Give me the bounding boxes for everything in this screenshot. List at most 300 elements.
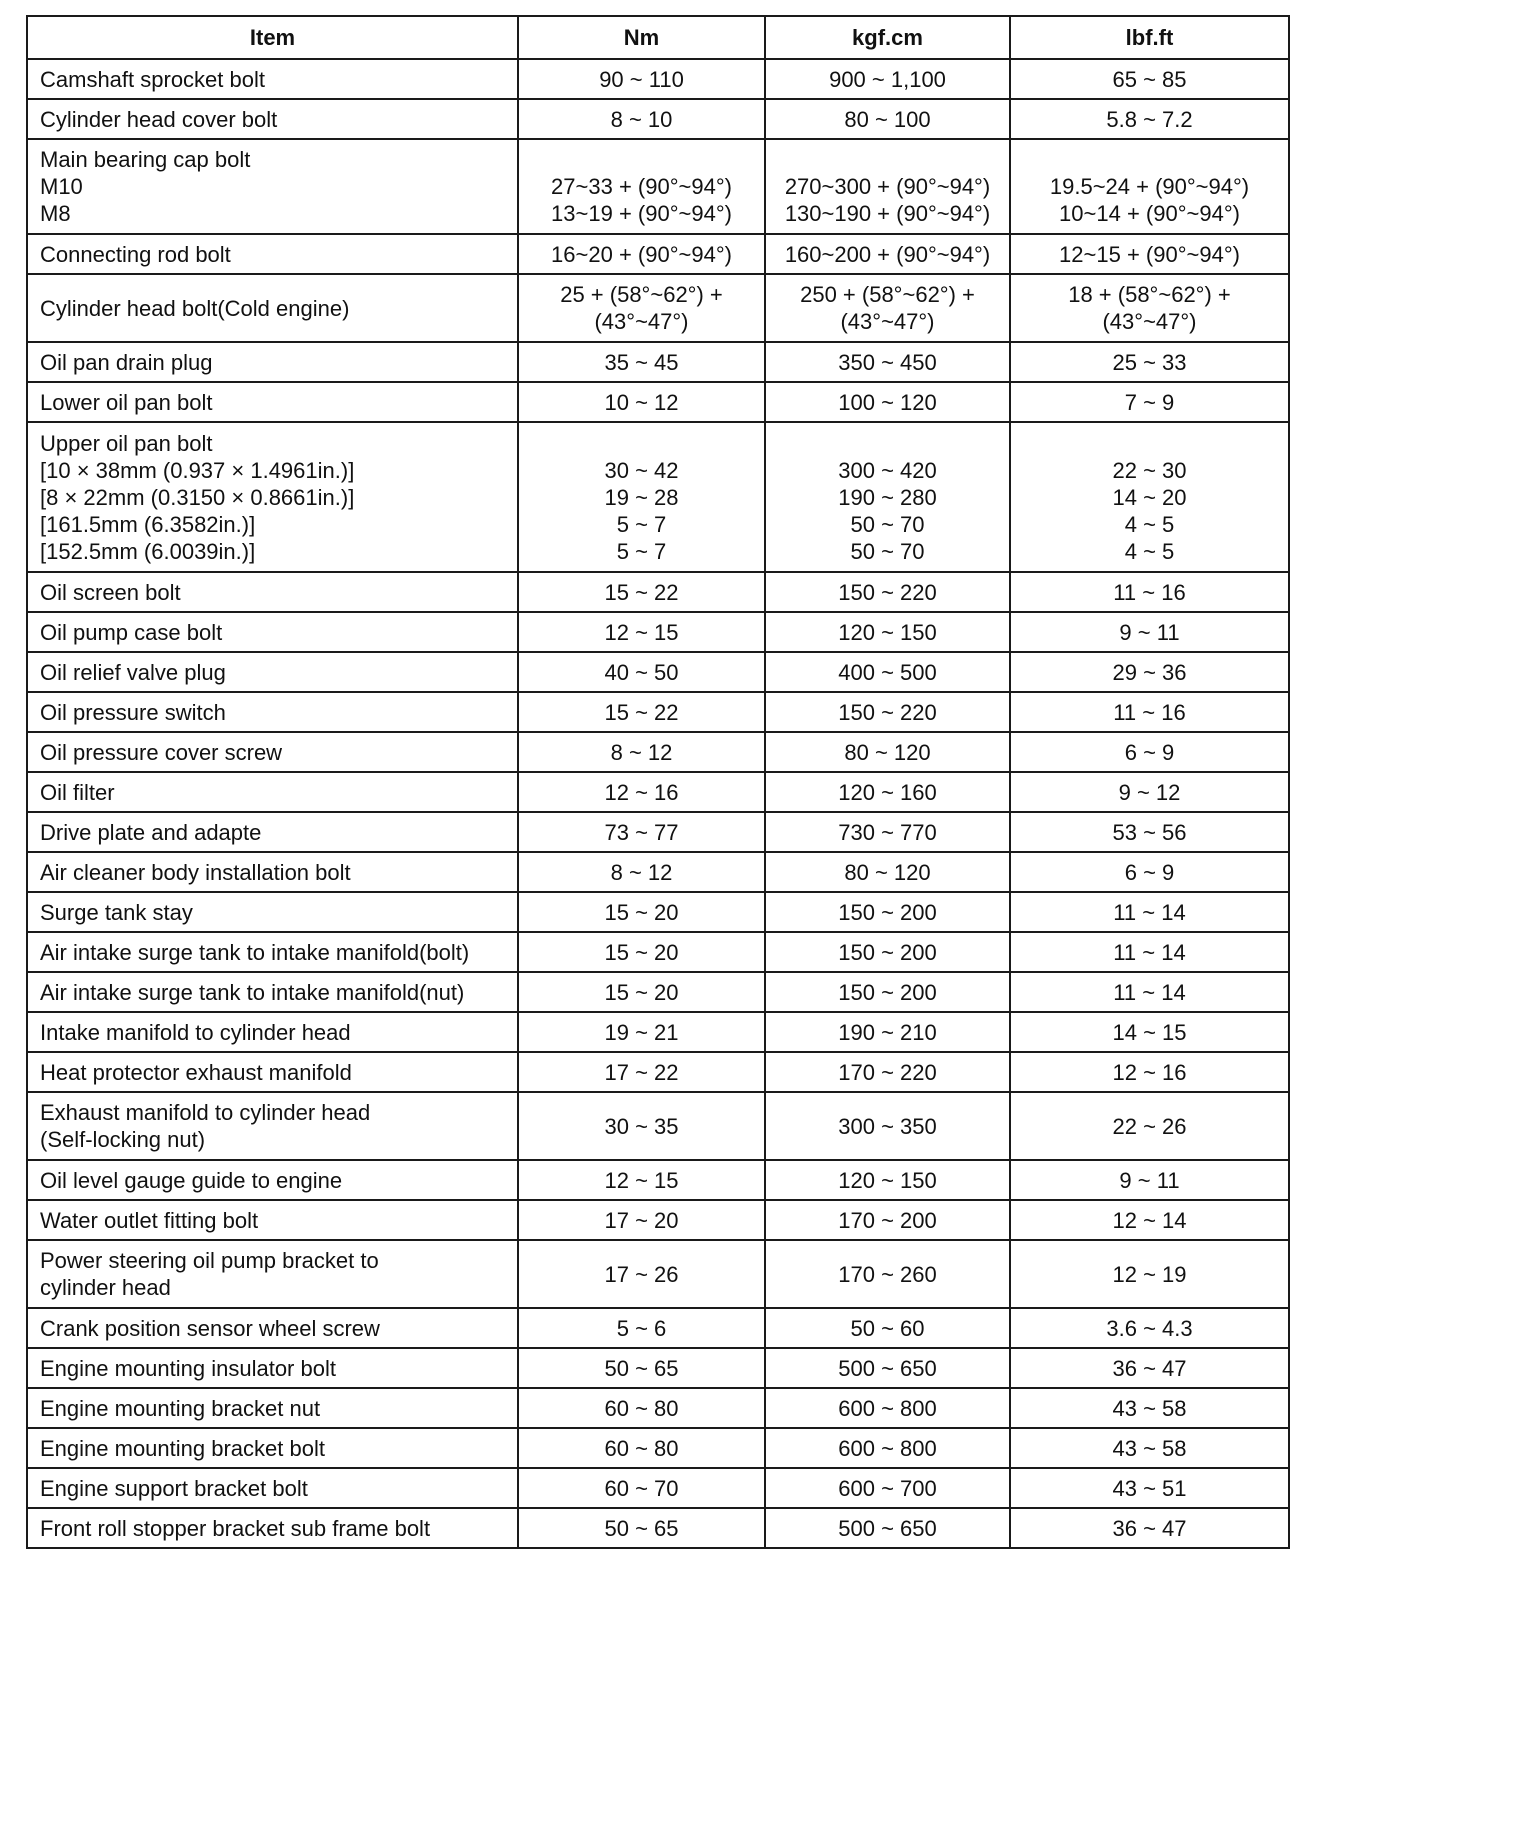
cell-lbf-ft [1010, 1348, 1289, 1388]
cell-kgf-cm-line: 50 ~ 70 [850, 511, 925, 537]
cell-lbf-ft [1010, 1388, 1289, 1428]
cell-item-line: Oil pressure cover screw [40, 739, 283, 765]
cell-item-line: Lower oil pan bolt [40, 389, 213, 415]
cell-nm [518, 772, 765, 812]
cell-kgf-cm-line: 300 ~ 350 [838, 1113, 937, 1139]
cell-lbf-ft [1010, 1508, 1289, 1548]
cell-nm-line: 35 ~ 45 [604, 349, 679, 375]
cell-lbf-ft [1010, 852, 1289, 892]
cell-kgf-cm-line: 150 ~ 220 [838, 699, 937, 725]
cell-nm [518, 342, 765, 382]
cell-kgf-cm-line: 130~190 + (90°~94°) [784, 201, 991, 226]
cell-lbf-ft-line: 11 ~ 16 [1113, 579, 1186, 605]
cell-item [27, 99, 518, 139]
cell-lbf-ft [1010, 422, 1289, 572]
cell-kgf-cm [765, 812, 1010, 852]
cell-lbf-ft [1010, 612, 1289, 652]
cell-kgf-cm-line: 250 + (58°~62°) + [800, 282, 975, 307]
cell-item-line: Oil level gauge guide to engine [40, 1167, 343, 1193]
cell-item [27, 772, 518, 812]
cell-item-line: Connecting rod bolt [40, 241, 231, 267]
cell-nm [518, 1160, 765, 1200]
cell-nm [518, 612, 765, 652]
cell-kgf-cm [765, 932, 1010, 972]
cell-item [27, 59, 518, 99]
cell-lbf-ft-line: 65 ~ 85 [1112, 66, 1187, 92]
cell-lbf-ft [1010, 1012, 1289, 1052]
table-row [27, 382, 1289, 422]
cell-lbf-ft-line: 12 ~ 16 [1112, 1059, 1187, 1085]
cell-nm [518, 1348, 765, 1388]
cell-item [27, 1388, 518, 1428]
cell-kgf-cm-line: 600 ~ 800 [838, 1395, 937, 1421]
cell-nm-line: 40 ~ 50 [604, 659, 679, 685]
cell-kgf-cm-line: 270~300 + (90°~94°) [784, 174, 991, 199]
cell-kgf-cm-line: 730 ~ 770 [838, 819, 937, 845]
cell-kgf-cm-line: 160~200 + (90°~94°) [784, 241, 991, 267]
cell-lbf-ft-line: 7 ~ 9 [1124, 389, 1175, 415]
table-row [27, 972, 1289, 1012]
cell-nm-line: 17 ~ 26 [604, 1261, 679, 1287]
table-row [27, 732, 1289, 772]
cell-item [27, 892, 518, 932]
cell-nm-line: 12 ~ 15 [604, 619, 679, 645]
cell-lbf-ft [1010, 692, 1289, 732]
cell-kgf-cm [765, 652, 1010, 692]
cell-kgf-cm-line: 120 ~ 150 [838, 619, 937, 645]
cell-lbf-ft-line: 36 ~ 47 [1112, 1355, 1187, 1381]
cell-lbf-ft-line: 4 ~ 5 [1124, 511, 1175, 537]
cell-nm-line: 8 ~ 12 [610, 739, 673, 765]
cell-nm-line: 17 ~ 20 [604, 1207, 679, 1233]
cell-lbf-ft-line: 9 ~ 12 [1118, 779, 1181, 805]
cell-lbf-ft-line [1011, 146, 1288, 173]
header-row [27, 16, 1289, 59]
cell-lbf-ft-line: 43 ~ 51 [1112, 1475, 1187, 1501]
table-row [27, 652, 1289, 692]
cell-lbf-ft [1010, 1308, 1289, 1348]
cell-kgf-cm [765, 342, 1010, 382]
cell-item-line: cylinder head [40, 1275, 171, 1300]
cell-item-line: Oil pump case bolt [40, 619, 223, 645]
cell-item-line: Oil pressure switch [40, 699, 226, 725]
cell-nm-line: 16~20 + (90°~94°) [551, 241, 732, 267]
cell-lbf-ft [1010, 652, 1289, 692]
cell-item [27, 812, 518, 852]
cell-nm [518, 1428, 765, 1468]
cell-lbf-ft [1010, 139, 1289, 234]
cell-kgf-cm-line: 900 ~ 1,100 [829, 66, 946, 92]
cell-nm-line: 8 ~ 12 [610, 859, 673, 885]
cell-kgf-cm [765, 1388, 1010, 1428]
cell-kgf-cm-line: 350 ~ 450 [838, 349, 937, 375]
cell-item-line: Crank position sensor wheel screw [40, 1315, 380, 1341]
cell-kgf-cm [765, 1200, 1010, 1240]
cell-nm [518, 382, 765, 422]
cell-nm [518, 1012, 765, 1052]
table-row [27, 1388, 1289, 1428]
cell-lbf-ft-line: 29 ~ 36 [1112, 659, 1187, 685]
table-row [27, 59, 1289, 99]
cell-item-line: Water outlet fitting bolt [40, 1207, 259, 1233]
cell-kgf-cm-line: 150 ~ 220 [838, 579, 937, 605]
table-row [27, 139, 1289, 234]
cell-nm-line: 8 ~ 10 [610, 106, 673, 132]
cell-item [27, 1348, 518, 1388]
cell-lbf-ft-line: 22 ~ 30 [1112, 457, 1187, 483]
cell-item-line: [152.5mm (6.0039in.)] [40, 538, 256, 564]
cell-item-line: M8 [40, 201, 71, 226]
cell-item-line: Front roll stopper bracket sub frame bolt [40, 1515, 431, 1541]
cell-nm [518, 422, 765, 572]
cell-lbf-ft-line: 4 ~ 5 [1124, 538, 1175, 564]
cell-kgf-cm-line: 170 ~ 260 [838, 1261, 937, 1287]
cell-kgf-cm [765, 972, 1010, 1012]
cell-lbf-ft-line [1011, 430, 1288, 457]
cell-nm-line: 5 ~ 7 [616, 538, 667, 564]
table-row [27, 852, 1289, 892]
cell-lbf-ft-line: 6 ~ 9 [1124, 739, 1175, 765]
cell-lbf-ft-line: 43 ~ 58 [1112, 1435, 1187, 1461]
cell-item [27, 274, 518, 342]
cell-nm-line: 15 ~ 20 [604, 899, 679, 925]
cell-lbf-ft-line: 25 ~ 33 [1112, 349, 1187, 375]
table-row [27, 1348, 1289, 1388]
cell-item [27, 1468, 518, 1508]
cell-lbf-ft-line: 11 ~ 14 [1113, 939, 1186, 965]
cell-nm-line: 73 ~ 77 [604, 819, 679, 845]
cell-kgf-cm [765, 99, 1010, 139]
cell-lbf-ft-line: 9 ~ 11 [1119, 619, 1180, 645]
cell-item-line: Power steering oil pump bracket to [40, 1248, 379, 1273]
cell-nm [518, 59, 765, 99]
cell-item [27, 1200, 518, 1240]
cell-item [27, 932, 518, 972]
cell-nm-line: 50 ~ 65 [604, 1355, 679, 1381]
column-header-kgf-cm: kgf.cm [765, 16, 1010, 59]
cell-nm-line: (43°~47°) [594, 309, 689, 334]
table-row [27, 342, 1289, 382]
cell-kgf-cm-line: 150 ~ 200 [838, 939, 937, 965]
table-row [27, 572, 1289, 612]
cell-item [27, 382, 518, 422]
cell-lbf-ft-line: 3.6 ~ 4.3 [1106, 1315, 1193, 1341]
cell-lbf-ft [1010, 1240, 1289, 1308]
cell-lbf-ft [1010, 892, 1289, 932]
table-row [27, 99, 1289, 139]
cell-nm [518, 1468, 765, 1508]
cell-kgf-cm-line: 80 ~ 120 [844, 859, 931, 885]
cell-kgf-cm [765, 382, 1010, 422]
cell-lbf-ft [1010, 1092, 1289, 1160]
cell-lbf-ft [1010, 972, 1289, 1012]
cell-kgf-cm [765, 1508, 1010, 1548]
cell-nm [518, 234, 765, 274]
cell-nm [518, 932, 765, 972]
cell-item-line: Cylinder head cover bolt [40, 106, 278, 132]
cell-item-line: Heat protector exhaust manifold [40, 1059, 352, 1085]
cell-kgf-cm [765, 1348, 1010, 1388]
cell-nm-line: 12 ~ 15 [604, 1167, 679, 1193]
cell-item [27, 1160, 518, 1200]
cell-item [27, 139, 518, 234]
cell-kgf-cm-line: 600 ~ 800 [838, 1435, 937, 1461]
table-row [27, 932, 1289, 972]
cell-lbf-ft [1010, 1200, 1289, 1240]
cell-nm [518, 1092, 765, 1160]
cell-lbf-ft [1010, 342, 1289, 382]
cell-lbf-ft-line: 36 ~ 47 [1112, 1515, 1187, 1541]
cell-nm-line [519, 430, 764, 457]
cell-kgf-cm [765, 1428, 1010, 1468]
cell-item-line: Engine mounting bracket nut [40, 1395, 321, 1421]
cell-nm-line: 19 ~ 28 [604, 484, 679, 510]
cell-nm [518, 812, 765, 852]
cell-item [27, 852, 518, 892]
table-body [27, 59, 1289, 1548]
cell-nm [518, 274, 765, 342]
cell-lbf-ft [1010, 812, 1289, 852]
column-header-lbf-ft: lbf.ft [1010, 16, 1289, 59]
cell-lbf-ft-line: 10~14 + (90°~94°) [1059, 201, 1240, 226]
cell-nm-line: 60 ~ 80 [604, 1435, 679, 1461]
cell-lbf-ft [1010, 932, 1289, 972]
cell-kgf-cm [765, 692, 1010, 732]
cell-kgf-cm-line: 120 ~ 160 [838, 779, 937, 805]
cell-kgf-cm [765, 139, 1010, 234]
cell-kgf-cm-line [766, 430, 1009, 457]
cell-item-line: Main bearing cap bolt [40, 147, 251, 172]
cell-kgf-cm [765, 59, 1010, 99]
cell-kgf-cm [765, 612, 1010, 652]
cell-lbf-ft-line: 53 ~ 56 [1112, 819, 1187, 845]
cell-item [27, 972, 518, 1012]
cell-nm-line: 60 ~ 80 [604, 1395, 679, 1421]
cell-item-line: Drive plate and adapte [40, 819, 262, 845]
cell-item-line: [161.5mm (6.3582in.)] [40, 511, 256, 537]
table-row [27, 1092, 1289, 1160]
cell-nm-line: 19 ~ 21 [604, 1019, 679, 1045]
cell-lbf-ft-line: 11 ~ 14 [1113, 899, 1186, 925]
cell-nm-line: 5 ~ 7 [616, 511, 667, 537]
cell-nm-line: 15 ~ 20 [604, 979, 679, 1005]
cell-item-line: Oil relief valve plug [40, 659, 226, 685]
cell-item-line: Oil filter [40, 779, 115, 805]
table-row [27, 234, 1289, 274]
cell-kgf-cm-line [766, 146, 1009, 173]
cell-lbf-ft-line: 19.5~24 + (90°~94°) [1049, 174, 1250, 199]
cell-lbf-ft-line: 22 ~ 26 [1112, 1113, 1187, 1139]
cell-lbf-ft-line: 14 ~ 15 [1112, 1019, 1187, 1045]
cell-nm-line: 90 ~ 110 [599, 66, 684, 92]
cell-nm [518, 1508, 765, 1548]
table-row [27, 812, 1289, 852]
cell-item [27, 1240, 518, 1308]
cell-nm [518, 1240, 765, 1308]
cell-lbf-ft [1010, 59, 1289, 99]
cell-kgf-cm-line: 120 ~ 150 [838, 1167, 937, 1193]
cell-item-line: Camshaft sprocket bolt [40, 66, 265, 92]
cell-item-line: Air intake surge tank to intake manifold(nut) [40, 979, 465, 1005]
cell-kgf-cm-line: 500 ~ 650 [838, 1355, 937, 1381]
cell-item [27, 652, 518, 692]
cell-item [27, 572, 518, 612]
table-row [27, 612, 1289, 652]
cell-item [27, 234, 518, 274]
cell-nm-line: 15 ~ 22 [604, 699, 679, 725]
cell-item [27, 342, 518, 382]
cell-item-line: Intake manifold to cylinder head [40, 1019, 351, 1045]
table-row [27, 1508, 1289, 1548]
cell-lbf-ft [1010, 99, 1289, 139]
table-row [27, 1200, 1289, 1240]
cell-kgf-cm [765, 892, 1010, 932]
column-header-nm: Nm [518, 16, 765, 59]
table-row [27, 1428, 1289, 1468]
cell-nm [518, 1052, 765, 1092]
cell-lbf-ft-line: 11 ~ 16 [1113, 699, 1186, 725]
table-row [27, 1012, 1289, 1052]
cell-kgf-cm [765, 1468, 1010, 1508]
cell-lbf-ft-line: (43°~47°) [1102, 309, 1197, 334]
cell-kgf-cm-line: 190 ~ 280 [838, 484, 937, 510]
cell-kgf-cm-line: 170 ~ 200 [838, 1207, 937, 1233]
cell-lbf-ft-line: 6 ~ 9 [1124, 859, 1175, 885]
cell-nm-line: 30 ~ 35 [604, 1113, 679, 1139]
table-row [27, 1240, 1289, 1308]
cell-item-line: Cylinder head bolt(Cold engine) [40, 295, 350, 321]
cell-kgf-cm-line: 100 ~ 120 [838, 389, 937, 415]
cell-kgf-cm [765, 772, 1010, 812]
cell-kgf-cm [765, 852, 1010, 892]
cell-kgf-cm-line: 500 ~ 650 [838, 1515, 937, 1541]
cell-kgf-cm [765, 1160, 1010, 1200]
cell-nm-line [519, 146, 764, 173]
cell-item [27, 422, 518, 572]
table-row [27, 692, 1289, 732]
cell-item [27, 732, 518, 772]
cell-nm [518, 572, 765, 612]
cell-kgf-cm-line: 80 ~ 120 [844, 739, 931, 765]
cell-kgf-cm [765, 274, 1010, 342]
cell-item-line: [8 × 22mm (0.3150 × 0.8661in.)] [40, 484, 355, 510]
cell-lbf-ft-line: 9 ~ 11 [1119, 1167, 1180, 1193]
cell-item-line: Engine mounting insulator bolt [40, 1355, 336, 1381]
cell-nm [518, 972, 765, 1012]
cell-nm-line: 30 ~ 42 [604, 457, 679, 483]
table-row [27, 772, 1289, 812]
cell-nm-line: 15 ~ 22 [604, 579, 679, 605]
cell-item [27, 1092, 518, 1160]
cell-nm-line: 10 ~ 12 [604, 389, 679, 415]
cell-nm [518, 852, 765, 892]
table-row [27, 422, 1289, 572]
cell-item [27, 1052, 518, 1092]
table-row [27, 274, 1289, 342]
cell-nm-line: 17 ~ 22 [604, 1059, 679, 1085]
cell-kgf-cm-line: 50 ~ 70 [850, 538, 925, 564]
cell-item [27, 1012, 518, 1052]
cell-item-line: Upper oil pan bolt [40, 430, 213, 456]
cell-item-line: Air cleaner body installation bolt [40, 859, 351, 885]
cell-item [27, 1508, 518, 1548]
cell-lbf-ft [1010, 732, 1289, 772]
cell-lbf-ft [1010, 572, 1289, 612]
cell-lbf-ft [1010, 274, 1289, 342]
cell-lbf-ft [1010, 1428, 1289, 1468]
cell-item-line: Exhaust manifold to cylinder head [40, 1100, 371, 1125]
cell-lbf-ft-line: 5.8 ~ 7.2 [1106, 106, 1193, 132]
cell-lbf-ft-line: 18 + (58°~62°) + [1068, 282, 1231, 307]
cell-item-line: M10 [40, 174, 83, 199]
cell-kgf-cm-line: 600 ~ 700 [838, 1475, 937, 1501]
cell-item [27, 612, 518, 652]
cell-kgf-cm-line: 150 ~ 200 [838, 979, 937, 1005]
cell-item-line: (Self-locking nut) [40, 1127, 206, 1152]
cell-nm [518, 1308, 765, 1348]
table-row [27, 1160, 1289, 1200]
cell-kgf-cm-line: 400 ~ 500 [838, 659, 937, 685]
cell-kgf-cm [765, 1092, 1010, 1160]
cell-item-line: Oil pan drain plug [40, 349, 213, 375]
cell-kgf-cm [765, 1240, 1010, 1308]
table-row [27, 1468, 1289, 1508]
cell-nm-line: 12 ~ 16 [604, 779, 679, 805]
cell-nm-line: 27~33 + (90°~94°) [551, 174, 732, 199]
cell-lbf-ft [1010, 772, 1289, 812]
cell-lbf-ft [1010, 1468, 1289, 1508]
torque-spec-table [26, 15, 1290, 1549]
cell-kgf-cm [765, 572, 1010, 612]
cell-item [27, 1308, 518, 1348]
cell-lbf-ft-line: 12 ~ 14 [1112, 1207, 1187, 1233]
cell-item [27, 692, 518, 732]
cell-kgf-cm-line: 150 ~ 200 [838, 899, 937, 925]
cell-nm [518, 892, 765, 932]
cell-nm-line: 13~19 + (90°~94°) [551, 201, 732, 226]
cell-kgf-cm [765, 1052, 1010, 1092]
cell-lbf-ft-line: 43 ~ 58 [1112, 1395, 1187, 1421]
cell-lbf-ft-line: 14 ~ 20 [1112, 484, 1187, 510]
cell-nm-line: 15 ~ 20 [604, 939, 679, 965]
cell-kgf-cm [765, 732, 1010, 772]
cell-lbf-ft-line: 12 ~ 19 [1112, 1261, 1187, 1287]
cell-kgf-cm-line: 80 ~ 100 [844, 106, 931, 132]
cell-nm-line: 25 + (58°~62°) + [560, 282, 723, 307]
cell-kgf-cm-line: 300 ~ 420 [838, 457, 937, 483]
cell-nm [518, 139, 765, 234]
cell-kgf-cm [765, 422, 1010, 572]
cell-kgf-cm-line: 50 ~ 60 [850, 1315, 925, 1341]
cell-lbf-ft [1010, 234, 1289, 274]
cell-item-line: Air intake surge tank to intake manifold(bolt) [40, 939, 470, 965]
table-row [27, 1308, 1289, 1348]
cell-item-line: Oil screen bolt [40, 579, 181, 605]
cell-nm [518, 1388, 765, 1428]
table-row [27, 1052, 1289, 1092]
cell-lbf-ft [1010, 1052, 1289, 1092]
cell-nm [518, 692, 765, 732]
cell-nm [518, 1200, 765, 1240]
cell-nm [518, 652, 765, 692]
cell-item [27, 1428, 518, 1468]
cell-lbf-ft [1010, 382, 1289, 422]
cell-nm [518, 732, 765, 772]
column-header-item: Item [27, 16, 518, 59]
cell-kgf-cm-line: 190 ~ 210 [838, 1019, 937, 1045]
cell-lbf-ft [1010, 1160, 1289, 1200]
cell-nm-line: 60 ~ 70 [604, 1475, 679, 1501]
